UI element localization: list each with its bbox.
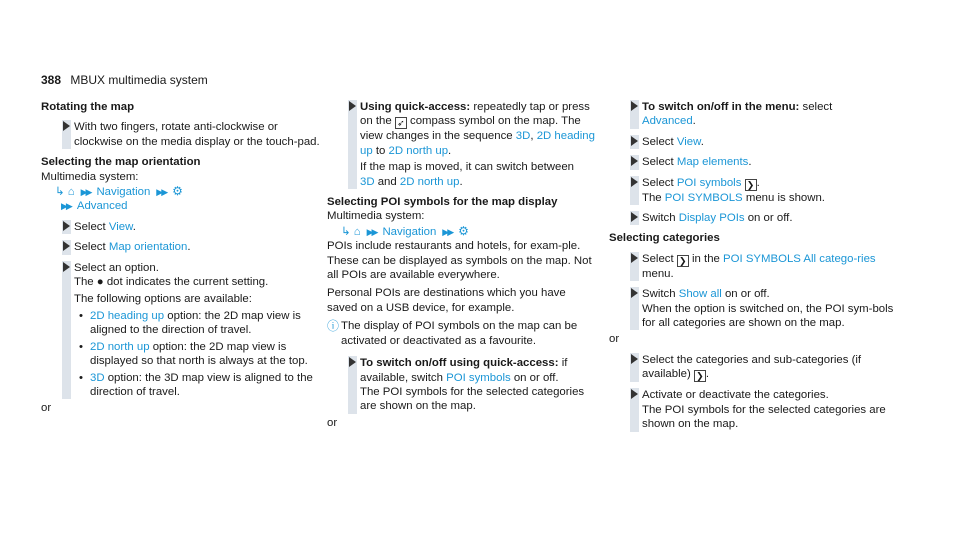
poi-paragraph-1: POIs include restaurants and hotels, for exam-ple. These can be displayed as symbols on the map. Not all POIs are available everywhere. [327,240,592,282]
double-chevron-icon: ▶▶ [442,226,453,237]
step-arrow-icon [631,156,638,166]
step-activate-categories: Activate or deactivate the categories. The POI symbols for the selected categories are shown on the map. [609,388,899,431]
list-item: • 2D heading up option: the 2D map view is aligned to the direction of travel. [79,309,301,337]
step-arrow-icon [631,253,638,263]
info-icon: ⓘ [327,319,340,334]
double-chevron-icon: ▶▶ [156,187,167,198]
step-arrow-icon [63,221,70,231]
step-arrow-icon [631,212,638,222]
double-chevron-icon: ▶▶ [80,187,91,198]
heading-orientation: Selecting the map orientation [41,156,201,169]
chevron-right-icon: ❯ [677,255,689,267]
compass-icon: ➶ [395,117,407,129]
step-arrow-icon [349,357,356,367]
heading-rotating: Rotating the map [41,101,135,113]
double-chevron-icon: ▶▶ [366,226,377,237]
gear-icon: ⚙ [458,223,469,238]
or-label: or [41,402,52,415]
step-select-view: Select View. [41,220,326,234]
step-arrow-icon [631,136,638,146]
step-arrow-icon [63,241,70,251]
step-quick-access-compass: Using quick-access: repeatedly tap or press on the ➶ compass symbol on the map. The view changes in the sequence 3D, 2D heading up to 2D north up. If the map is moved, it can switch between 3D and 2D north up. [327,100,597,189]
page-header-title: MBUX multimedia system [70,73,208,87]
heading-categories: Selecting categories [609,232,720,245]
double-chevron-icon: ▶▶ [61,201,71,212]
column-2 [327,100,597,430]
step-arrow-icon [631,389,638,399]
chevron-right-icon: ❯ [745,179,757,191]
menu-path: ↳ ⌂ ▶▶ Navigation ▶▶ ⚙ [341,223,469,238]
step-display-pois: Switch Display POIs on or off. [609,211,899,225]
step-show-all: Switch Show all on or off. When the option is switched on, the POI sym-bols for all categories are shown on the map. [609,287,899,330]
step-switch-menu: To switch on/off in the menu: select Advanced. [609,100,899,129]
column-3 [609,100,899,432]
step-select-categories-menu: Select ❯ in the POI SYMBOLS All catego-ries menu. [609,252,899,281]
step-select-subcategories: Select the categories and sub-categories (if available) ❯ . [609,353,899,382]
step-select-view: Select View. [609,135,899,149]
list-item: • 3D option: the 3D map view is aligned to the direction of travel. [79,371,313,398]
return-arrow-icon: ↳ [341,225,351,238]
step-poi-symbols: Select POI symbols ❯ . The POI SYMBOLS menu is shown. [609,176,899,205]
step-arrow-icon [631,177,638,187]
step-arrow-icon [63,262,70,272]
menu-path-cont: ▶▶ Advanced [61,200,128,213]
column-1 [41,100,326,416]
step-rotate: With two fingers, rotate anti-clockwise or clockwise on the media display or the touch-pad. [41,120,326,149]
step-arrow-icon [631,288,638,298]
step-arrow-icon [349,101,356,111]
or-label: or [609,333,620,346]
or-label: or [327,416,338,429]
home-icon: ⌂ [353,225,361,238]
step-arrow-icon [63,121,70,131]
poi-paragraph-2: Personal POIs are destinations which you have saved on a USB device, for example. [327,287,566,314]
step-map-orientation: Select Map orientation. [41,240,326,254]
return-arrow-icon: ↳ [55,186,65,199]
step-select-option: Select an option. The ● dot indicates the current setting. The following options are available: • 2D heading up option: the 2D map view is aligned to the direction of travel. • 2D north up option: the 2D map view is displayed so that north is always at the top. • 3D option: the 3D map view is aligned to the direction of travel. [41,261,326,400]
home-icon: ⌂ [67,186,75,199]
multimedia-label: Multimedia system: [41,170,139,183]
list-item: • 2D north up option: the 2D map view is displayed so that north is always at the top. [79,340,308,368]
chevron-right-icon: ❯ [694,370,706,382]
step-arrow-icon [631,354,638,364]
gear-icon: ⚙ [172,184,183,199]
info-note: ⓘ The display of POI symbols on the map can be activated or deactivated as a favourite. [327,319,578,347]
heading-poi-symbols: Selecting POI symbols for the map display [327,196,558,209]
page-header [41,73,208,87]
step-map-elements: Select Map elements. [609,155,899,169]
menu-path: ↳ ⌂ ▶▶ Navigation ▶▶ ⚙ [55,184,183,199]
step-arrow-icon [631,101,638,111]
step-quick-access-poi: To switch on/off using quick-access: if available, switch POI symbols on or off. The POI symbols for the selected categories are shown on the map. [327,356,597,414]
multimedia-label: Multimedia system: [327,210,425,223]
page-number: 388 [41,73,62,87]
